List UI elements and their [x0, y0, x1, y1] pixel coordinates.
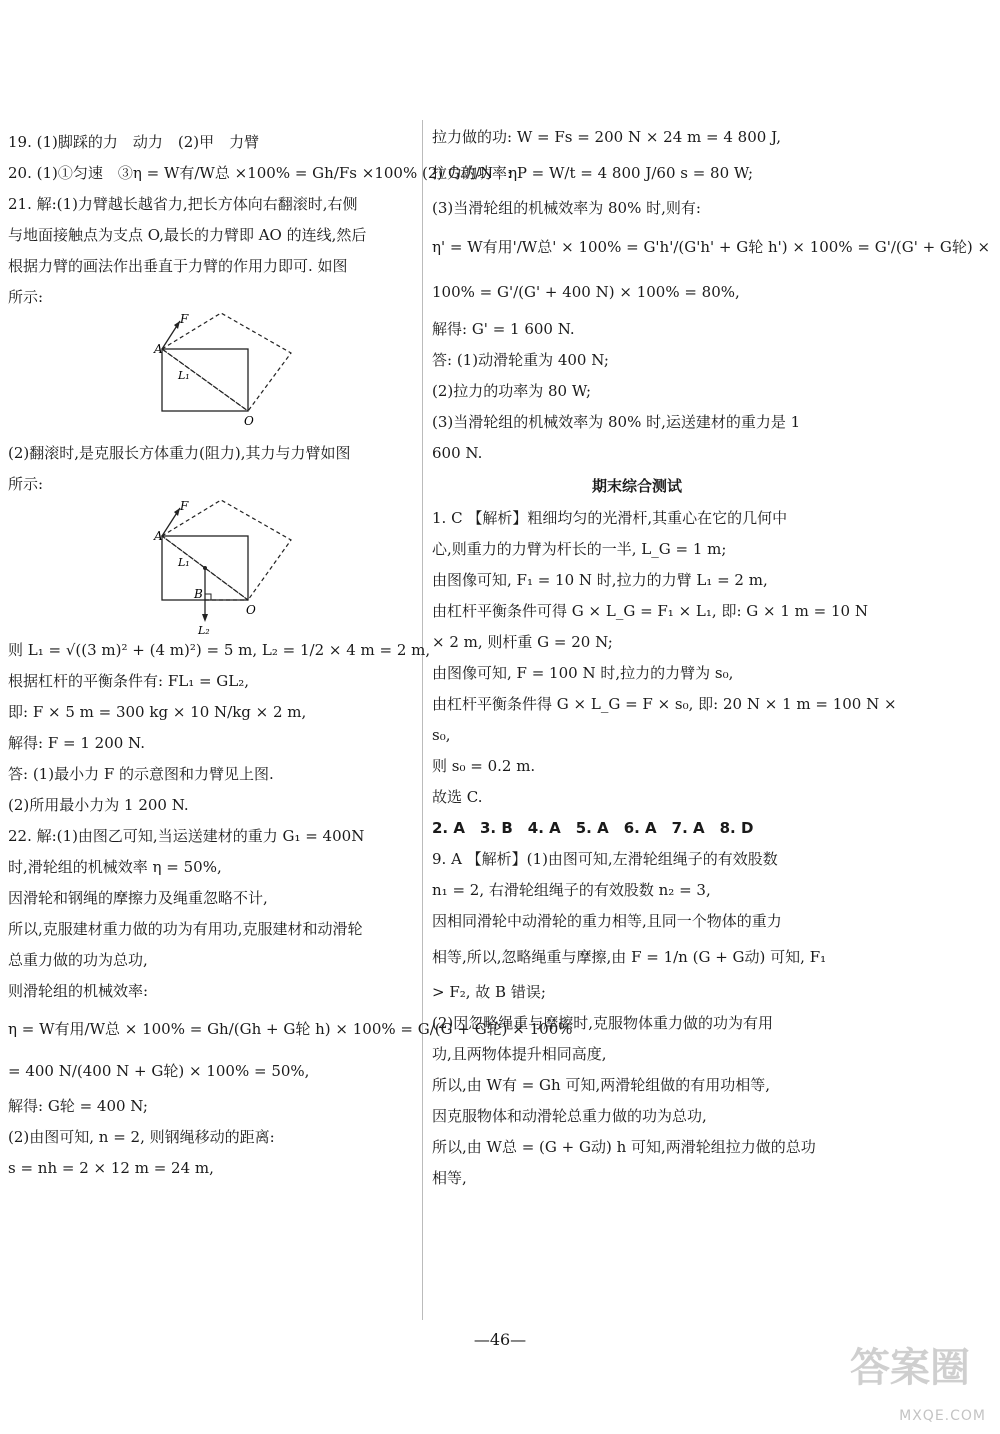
q19-line: 19. (1)脚踩的力 动力 (2)甲 力臂	[8, 133, 260, 151]
q9-line-1: 9. A 【解析】(1)由图可知,左滑轮组绳子的有效股数	[432, 850, 778, 868]
fig2-label-A: A	[154, 529, 163, 543]
fig1-label-A: A	[154, 342, 163, 356]
q9-line-6: (2)因忽略绳重与摩擦时,克服物体重力做的功为有用	[432, 1014, 774, 1032]
q22-line-3: 因滑轮和钢绳的摩擦力及绳重忽略不计,	[8, 889, 268, 907]
fig2-label-L2: L₂	[198, 624, 210, 635]
right-top-line-7: 答: (1)动滑轮重为 400 N;	[432, 351, 609, 369]
q22-line-6: 则滑轮组的机械效率:	[8, 982, 149, 1000]
q21-calc-line-1: 则 L₁ = √((3 m)² + (4 m)²) = 5 m, L₂ = 1/2 × 4 m = 2 m,	[8, 641, 431, 659]
watermark-url: MXQE.COM	[899, 1408, 986, 1424]
q21-line-2: 与地面接触点为支点 O,最长的力臂即 AO 的连线,然后	[8, 226, 367, 244]
q1-line-7: 由杠杆平衡条件得 G × L_G = F × s₀, 即: 20 N × 1 m = 100 N ×	[432, 695, 897, 713]
watermark-logo	[810, 1336, 990, 1426]
fig2-label-B: B	[194, 587, 203, 601]
q1-line-6: 由图像可知, F = 100 N 时,拉力的力臂为 s₀,	[432, 664, 734, 682]
q22-line-2: 时,滑轮组的机械效率 η = 50%,	[8, 858, 222, 876]
q1-line-1: 1. C 【解析】粗细均匀的光滑杆,其重心在它的几何中	[432, 509, 788, 527]
right-top-line-9: (3)当滑轮组的机械效率为 80% 时,运送建材的重力是 1	[432, 413, 801, 431]
q1-line-9: 则 s₀ = 0.2 m.	[432, 757, 536, 775]
q1-line-10: 故选 C.	[432, 788, 483, 806]
right-column	[432, 122, 991, 1194]
q22-line-10: (2)由图可知, n = 2, 则钢绳移动的距离:	[8, 1128, 275, 1146]
figure-2-svg	[128, 500, 298, 635]
page-number: —46—	[473, 1330, 527, 1349]
q22-line-5: 总重力做的功为总功,	[8, 951, 148, 969]
q21-calc-line-6: (2)所用最小力为 1 200 N.	[8, 796, 189, 814]
q21-part2-line-1: (2)翻滚时,是克服长方体重力(阻力),其力与力臂如图	[8, 444, 351, 462]
q1-line-4: 由杠杆平衡条件可得 G × L_G = F₁ × L₁, 即: G × 1 m = 10 N	[432, 602, 868, 620]
figure-lever-1	[8, 313, 418, 438]
fig2-label-O: O	[246, 603, 256, 617]
fig2-label-L1: L₁	[178, 556, 190, 569]
q9-line-4: 相等,所以,忽略绳重与摩擦,由 F = 1/n (G + G动) 可知, F₁	[432, 948, 827, 966]
q21-line-3: 根据力臂的画法作出垂直于力臂的作用力即可. 如图	[8, 257, 348, 275]
q1-line-8: s₀,	[432, 726, 451, 744]
q22-line-1: 22. 解:(1)由图乙可知,当运送建材的重力 G₁ = 400N	[8, 827, 365, 845]
fig1-label-O: O	[244, 414, 254, 428]
q1-line-3: 由图像可知, F₁ = 10 N 时,拉力的力臂 L₁ = 2 m,	[432, 571, 768, 589]
right-top-line-8: (2)拉力的功率为 80 W;	[432, 382, 592, 400]
fig1-label-F: F	[180, 313, 189, 326]
q20-line: 20. (1)①匀速 ③η = W有/W总 ×100% = Gh/Fs ×100% (2) G动/N η	[8, 164, 518, 182]
q22-line-8: = 400 N/(400 N + G轮) × 100% = 50%,	[8, 1062, 310, 1080]
q21-calc-line-3: 即: F × 5 m = 300 kg × 10 N/kg × 2 m,	[8, 703, 307, 721]
answers-line: 2. A 3. B 4. A 5. A 6. A 7. A 8. D	[432, 819, 754, 837]
q22-line-9: 解得: G轮 = 400 N;	[8, 1097, 148, 1115]
right-top-line-3: (3)当滑轮组的机械效率为 80% 时,则有:	[432, 199, 701, 217]
section-title: 期末综合测试	[591, 477, 682, 495]
q9-line-9: 因克服物体和动滑轮总重力做的功为总功,	[432, 1107, 707, 1125]
right-top-line-5: 100% = G'/(G' + 400 N) × 100% = 80%,	[432, 283, 740, 301]
fig1-label-L1: L₁	[178, 369, 190, 382]
q21-part2-line-2: 所示:	[8, 475, 44, 493]
q21-calc-line-4: 解得: F = 1 200 N.	[8, 734, 145, 752]
figure-lever-2	[8, 500, 418, 635]
figure-1-svg	[128, 313, 298, 438]
right-top-line-6: 解得: G' = 1 600 N.	[432, 320, 575, 338]
q21-calc-line-2: 根据杠杆的平衡条件有: FL₁ = GL₂,	[8, 672, 250, 690]
right-top-line-2: 拉力的功率: P = W/t = 4 800 J/60 s = 80 W;	[432, 164, 754, 182]
q1-line-2: 心,则重力的力臂为杆长的一半, L_G = 1 m;	[432, 540, 727, 558]
q9-line-7: 功,且两物体提升相同高度,	[432, 1045, 607, 1063]
q21-line-1: 21. 解:(1)力臂越长越省力,把长方体向右翻滚时,右侧	[8, 195, 358, 213]
q9-line-3: 因相同滑轮中动滑轮的重力相等,且同一个物体的重力	[432, 912, 782, 930]
fig2-label-F: F	[180, 500, 189, 513]
q22-line-7: η = W有用/W总 × 100% = Gh/(Gh + G轮 h) × 100% = G/(G + G轮) × 100%	[8, 1020, 573, 1038]
q21-calc-line-5: 答: (1)最小力 F 的示意图和力臂见上图.	[8, 765, 274, 783]
q1-line-5: × 2 m, 则杆重 G = 20 N;	[432, 633, 613, 651]
column-divider	[422, 120, 423, 1320]
q9-line-2: n₁ = 2, 右滑轮组绳子的有效股数 n₂ = 3,	[432, 881, 711, 899]
right-top-line-1: 拉力做的功: W = Fs = 200 N × 24 m = 4 800 J,	[432, 128, 781, 146]
q9-line-8: 所以,由 W有 = Gh 可知,两滑轮组做的有用功相等,	[432, 1076, 771, 1094]
q21-line-4: 所示:	[8, 288, 44, 306]
q22-line-4: 所以,克服建材重力做的功为有用功,克服建材和动滑轮	[8, 920, 363, 938]
right-top-line-10: 600 N.	[432, 444, 483, 462]
right-top-line-4: η' = W有用'/W总' × 100% = G'h'/(G'h' + G轮 h') × 100% = G'/(G' + G轮) ×	[432, 238, 991, 256]
q9-line-10: 所以,由 W总 = (G + G动) h 可知,两滑轮组拉力做的总功	[432, 1138, 816, 1156]
watermark-logo-text: 答案圈	[850, 1345, 970, 1391]
q22-line-11: s = nh = 2 × 12 m = 24 m,	[8, 1159, 214, 1177]
q9-line-11: 相等,	[432, 1169, 467, 1187]
q9-line-5: > F₂, 故 B 错误;	[432, 983, 546, 1001]
